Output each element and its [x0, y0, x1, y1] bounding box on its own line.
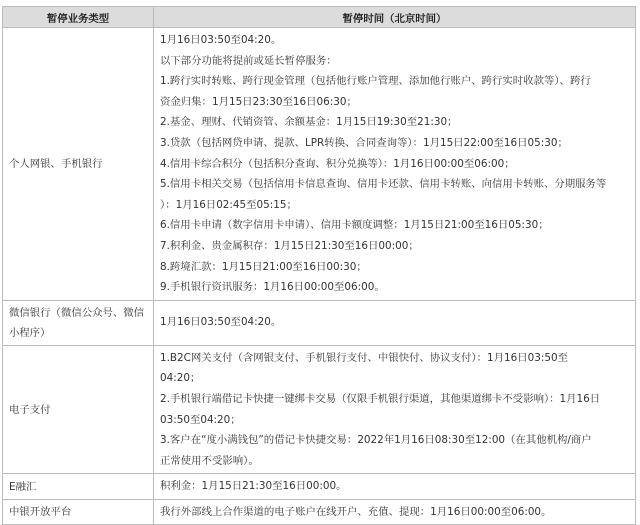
- time-line: 正常使用不受影响）。: [160, 454, 259, 467]
- business-type-cell: E融汇: [3, 474, 154, 500]
- time-line: 1月16日03:50至04:20。: [160, 316, 282, 329]
- time-line: 1月16日03:50至04:20。: [160, 34, 282, 46]
- time-line: 4.信用卡综合积分（包括积分查询、积分兑换等）：1月16日00:00至06:00；: [160, 157, 515, 170]
- business-type-cell: 微信银行（微信公众号、微信小程序）: [3, 300, 154, 345]
- suspension-time-cell: [154, 345, 636, 474]
- header-business-type: 暂停业务类型: [3, 7, 154, 28]
- table-row: [3, 474, 636, 500]
- time-line: 1.B2C网关支付（含网银支付、手机银行支付、中银快付、协议支付）：1月16日03:50至: [160, 351, 568, 364]
- time-line: 7.积利金、贵金属积存：1月15日21:30至16日00:00；: [160, 239, 419, 252]
- suspension-schedule-table: [2, 6, 636, 525]
- time-line: 积利金：1月15日21:30至16日00:00。: [160, 480, 347, 493]
- time-line: 我行外部线上合作渠道的电子账户在线开户、充值、提现：1月16日00:00至06:00。: [160, 505, 552, 518]
- time-line: 04:20；: [160, 372, 201, 385]
- suspension-time-cell: [154, 300, 636, 345]
- time-line: ）：1月16日02:45至05:15；: [160, 198, 297, 211]
- time-line: 9.手机银行资讯服务：1月16日00:00至06:00。: [160, 281, 385, 294]
- table-row: [3, 28, 636, 301]
- suspension-time-cell: [154, 499, 636, 525]
- time-line: 03:50至04:20；: [160, 413, 241, 426]
- time-line: 6.信用卡申请（数字信用卡申请）、信用卡额度调整：1月15日21:00至16日05:30；: [160, 219, 549, 232]
- business-type-cell: 个人网银、手机银行: [3, 28, 154, 301]
- time-line: 8.跨境汇款：1月15日21:00至16日00:30；: [160, 260, 367, 273]
- time-line: 3.贷款（包括网贷申请、提款、LPR转换、合同查询等）：1月15日22:00至16日05:30；: [160, 136, 568, 149]
- table-row: [3, 499, 636, 525]
- suspension-time-cell: [154, 28, 636, 301]
- time-line: 3.客户在“度小满钱包”的借记卡快捷交易：2022年1月16日08:30至12:00（在其他机构/商户: [160, 434, 592, 447]
- header-suspension-time: 暂停时间（北京时间）: [154, 7, 636, 28]
- time-line: 2.手机银行端借记卡快捷一键绑卡交易（仅限手机银行渠道，其他渠道绑卡不受影响）：1月16日: [160, 392, 601, 405]
- table-header-row: [3, 7, 636, 28]
- table-row: [3, 300, 636, 345]
- time-line: 5.信用卡相关交易（包括信用卡信息查询、信用卡还款、信用卡转账、向信用卡转账、分期服务等: [160, 178, 607, 191]
- time-line: 1.跨行实时转账、跨行现金管理（包括他行账户管理、添加他行账户、跨行实时收款等）、跨行: [160, 75, 591, 88]
- business-type-cell: 电子支付: [3, 345, 154, 474]
- time-line: 资金归集：1月15日23:30至16日06:30；: [160, 95, 357, 108]
- time-line: 2.基金、理财、代销资管、余额基金：1月15日19:30至21:30；: [160, 116, 458, 129]
- suspension-time-cell: [154, 474, 636, 500]
- table-row: [3, 345, 636, 474]
- time-line: 以下部分功能将提前或延长暂停服务：: [160, 54, 337, 67]
- business-type-cell: 中银开放平台: [3, 499, 154, 525]
